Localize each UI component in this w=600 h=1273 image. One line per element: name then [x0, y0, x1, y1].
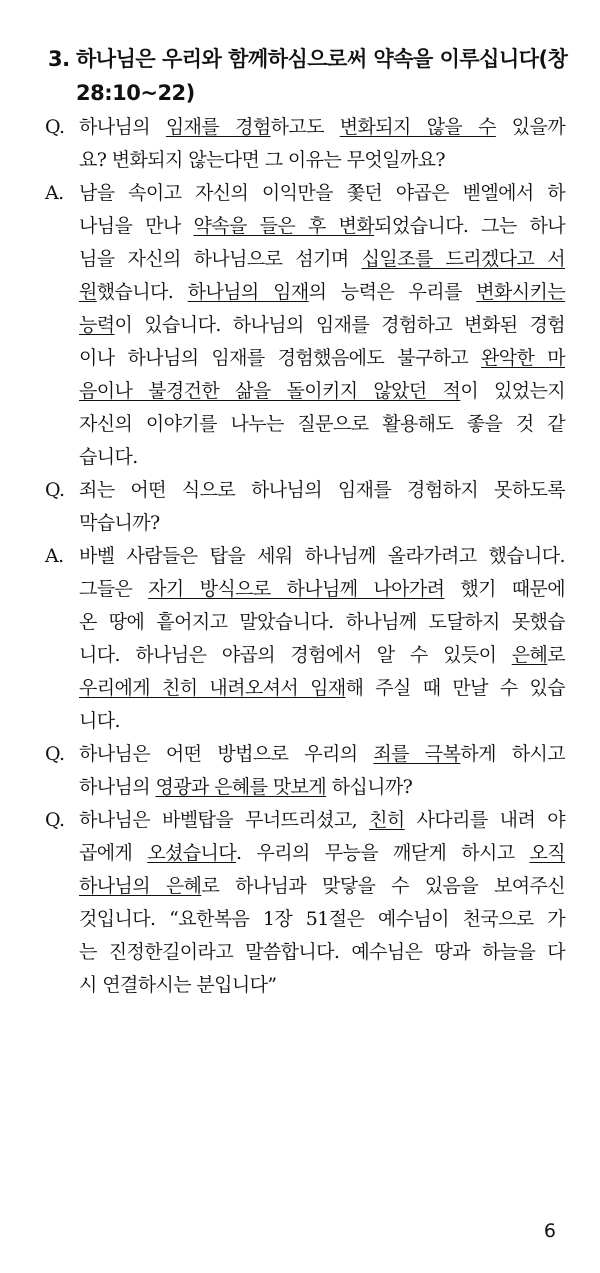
question-label: Q. — [45, 116, 65, 138]
text-segment: 죄는 어떤 식으로 하나님의 임재를 경험하지 못하도록 — [79, 479, 565, 501]
text-segment: 나님을 만나 — [79, 215, 194, 237]
text-line — [79, 771, 565, 804]
text-line — [79, 936, 565, 969]
text-line — [79, 408, 565, 441]
text-segment: 그들은 — [79, 578, 149, 600]
text-line — [79, 144, 565, 177]
qa-block — [45, 474, 565, 540]
question-text — [79, 111, 565, 177]
text-line — [79, 705, 565, 738]
underlined-phrase: 친히 — [369, 809, 405, 831]
text-segment: 요? 변화되지 않는다면 그 이유는 무엇일까요? — [79, 149, 445, 171]
underlined-phrase: 우리에게 친히 내려오셔서 임재 — [79, 677, 346, 699]
text-segment: 시 연결하시는 분입니다” — [79, 974, 277, 996]
text-line — [79, 573, 565, 606]
underlined-phrase: 약속을 들은 후 변화 — [193, 215, 375, 237]
text-segment: 하나님은 바벨탑을 무너뜨리셨고, — [79, 809, 370, 831]
underlined-phrase: 하나님의 임재 — [187, 281, 309, 303]
section-title-line-1: 하나님은 우리와 함께하심으로써 약속을 이루십니다(창 — [76, 47, 568, 71]
answer-label: A. — [45, 545, 64, 567]
underlined-phrase: 십일조를 드리겠다고 서 — [361, 248, 566, 270]
text-segment: . 우리의 무능을 깨닫게 하시고 — [236, 842, 530, 864]
underlined-phrase: 영광과 은혜를 맛보게 — [155, 776, 327, 798]
text-segment: 막습니까? — [79, 512, 160, 534]
text-segment: 바벨 사람들은 탑을 세워 하나님께 올라가려고 했습니다. — [79, 545, 565, 567]
text-line — [79, 111, 565, 144]
answer-label: A. — [45, 182, 64, 204]
text-segment: 님을 자신의 하나님으로 섬기며 — [79, 248, 362, 270]
question-text — [79, 804, 565, 1002]
qa-block — [45, 738, 565, 804]
text-line — [79, 837, 565, 870]
underlined-phrase: 자기 방식으로 하나님께 나아가려 — [148, 578, 445, 600]
text-segment: 해 주실 때 만날 수 있습 — [345, 677, 566, 699]
text-line — [79, 903, 565, 936]
underlined-phrase: 오직 — [529, 842, 566, 864]
question-label: Q. — [45, 743, 65, 765]
underlined-phrase: 임재를 경험 — [165, 116, 271, 138]
text-segment: 습니다. — [79, 446, 138, 468]
text-segment: 이나 하나님의 임재를 경험했음에도 불구하고 — [79, 347, 482, 369]
text-line — [79, 969, 565, 1002]
question-text — [79, 738, 565, 804]
text-line — [79, 672, 565, 705]
text-segment: 온 땅에 흩어지고 말았습니다. 하나님께 도달하지 못했습 — [79, 611, 565, 633]
text-line — [79, 210, 565, 243]
text-segment: 했습니다. — [96, 281, 188, 303]
text-segment: 사다리를 내려 야 — [404, 809, 565, 831]
qa-block — [45, 177, 565, 474]
text-segment: 하나님의 — [79, 116, 166, 138]
text-line — [79, 639, 565, 672]
page-number: 6 — [543, 1220, 556, 1242]
text-segment: 로 — [547, 644, 565, 666]
question-label: Q. — [45, 479, 65, 501]
text-segment: 하고도 — [270, 116, 340, 138]
text-segment: 이 있었는지 — [460, 380, 565, 402]
text-segment: 로 하나님과 맞닿을 수 있음을 보여주신 — [201, 875, 566, 897]
underlined-phrase: 변화시키는 — [476, 281, 565, 303]
section-number: 3. — [48, 47, 70, 71]
qa-block — [45, 540, 565, 738]
answer-text — [79, 177, 565, 474]
qa-block — [45, 111, 565, 177]
underlined-phrase: 능력 — [79, 314, 115, 336]
text-segment: 하십니까? — [326, 776, 413, 798]
question-text — [79, 474, 565, 540]
underlined-phrase: 오셨습니다 — [147, 842, 237, 864]
text-line — [79, 606, 565, 639]
underlined-phrase: 죄를 극복 — [373, 743, 461, 765]
section-heading — [48, 42, 568, 110]
text-segment: 하게 하시고 — [460, 743, 565, 765]
underlined-phrase: 하나님의 은혜 — [79, 875, 202, 897]
text-segment: 있을까 — [495, 116, 566, 138]
underlined-phrase: 은혜 — [511, 644, 548, 666]
text-segment: 되었습니다. 그는 하나 — [374, 215, 566, 237]
text-line — [79, 375, 565, 408]
text-segment: 곱에게 — [79, 842, 148, 864]
text-line — [79, 738, 565, 771]
text-segment: 의 능력은 우리를 — [308, 281, 477, 303]
text-segment: 하나님은 어떤 방법으로 우리의 — [79, 743, 374, 765]
text-line — [79, 309, 565, 342]
section-title-line-2: 28:10~22) — [76, 81, 195, 105]
underlined-phrase: 원 — [79, 281, 97, 303]
text-segment: 남을 속이고 자신의 이익만을 쫓던 야곱은 벧엘에서 하 — [79, 182, 565, 204]
text-line — [79, 540, 565, 573]
text-segment: 자신의 이야기를 나누는 질문으로 활용해도 좋을 것 같 — [79, 413, 565, 435]
text-segment: 는 진정한길이라고 말씀합니다. 예수님은 땅과 하늘을 다 — [79, 941, 565, 963]
question-label: Q. — [45, 809, 65, 831]
underlined-phrase: 음이나 불경건한 삶을 돌이키지 않았던 적 — [79, 380, 461, 402]
text-line — [79, 870, 565, 903]
text-line — [79, 243, 565, 276]
underlined-phrase: 완악한 마 — [481, 347, 565, 369]
text-segment: 이 있습니다. 하나님의 임재를 경험하고 변화된 경험 — [114, 314, 565, 336]
text-segment: 했기 때문에 — [444, 578, 566, 600]
text-line — [79, 342, 565, 375]
text-segment: 것입니다. “요한복음 1장 51절은 예수님이 천국으로 가 — [79, 908, 565, 930]
text-segment: 니다. 하나님은 야곱의 경험에서 알 수 있듯이 — [79, 644, 512, 666]
text-segment: 하나님의 — [79, 776, 156, 798]
text-segment: 니다. — [79, 710, 120, 732]
text-line — [79, 474, 565, 507]
text-line — [79, 441, 565, 474]
underlined-phrase: 변화되지 않을 수 — [339, 116, 496, 138]
qa-block — [45, 804, 565, 1002]
answer-text — [79, 540, 565, 738]
text-line — [79, 804, 565, 837]
text-line — [79, 507, 565, 540]
text-line — [79, 276, 565, 309]
text-line — [79, 177, 565, 210]
